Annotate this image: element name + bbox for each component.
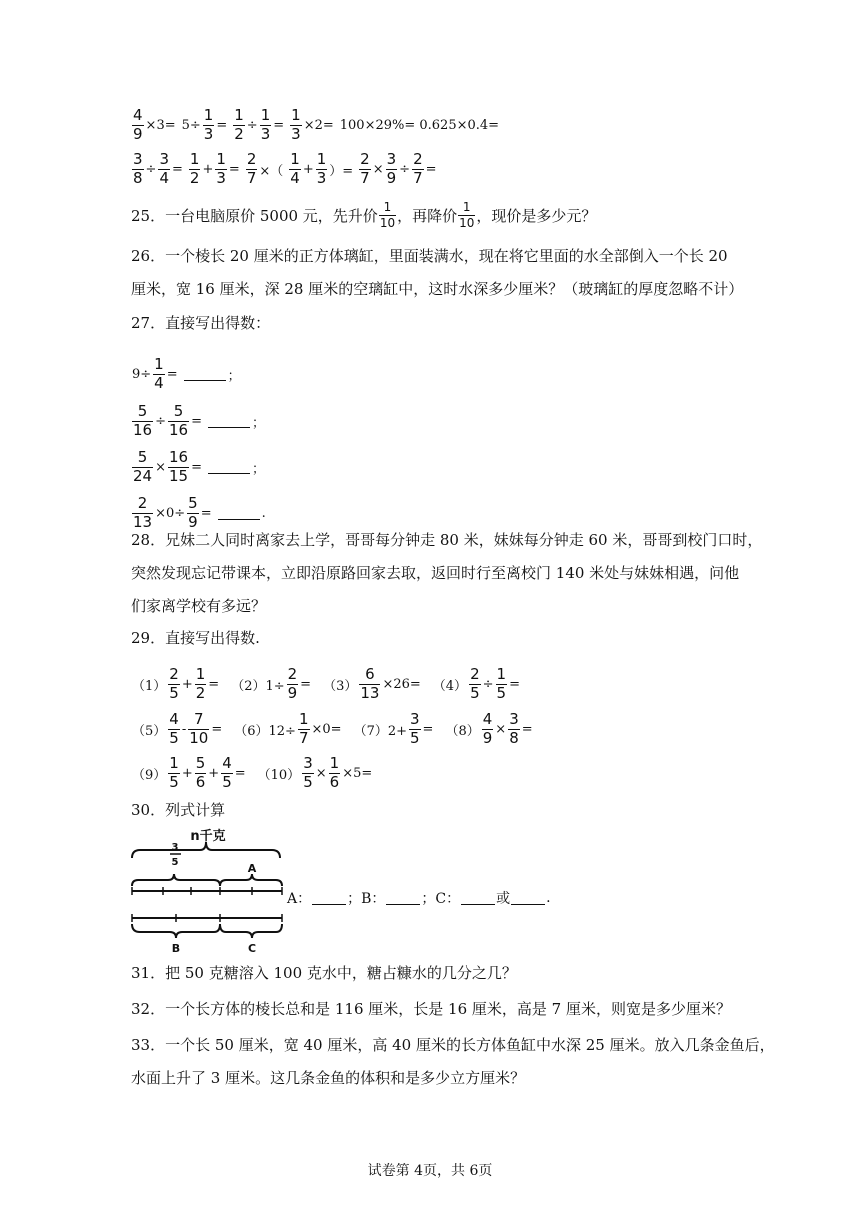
calc-2-item-1-operator-1: ÷ xyxy=(145,161,157,177)
calc-2-item-3 xyxy=(245,152,284,187)
calc-2-item-5-post: = xyxy=(425,161,437,177)
q29-row-3-item-2-fraction-2-den: 6 xyxy=(329,772,340,791)
q25-f2-num: 1 xyxy=(462,200,471,214)
calc-2-item-2 xyxy=(188,152,241,187)
q29-row-3-item-2-post: ×5= xyxy=(342,765,373,781)
calc-2-item-4-post: ）= xyxy=(329,163,354,179)
calc-2-item-5-fraction-2 xyxy=(386,152,398,187)
q29-row-1-item-1-fraction-1-den: 5 xyxy=(169,683,179,702)
q27-item-3 xyxy=(131,450,266,485)
calc-1-item-3-fraction-2 xyxy=(260,108,272,143)
q29-row-1 xyxy=(131,667,531,702)
q29-row-2-item-4-post: = xyxy=(521,721,533,737)
q29-row-1-item-4-fraction-1-den: 5 xyxy=(470,683,480,702)
q27-expr-4 xyxy=(131,496,213,531)
calc-1-item-3-fraction-2-den: 3 xyxy=(260,124,271,143)
q29-row-3-item-1-fraction-1-den: 5 xyxy=(169,772,179,791)
q27-expr-3-fraction-2 xyxy=(168,450,189,485)
brace-frac-den: 5 xyxy=(171,857,179,868)
q29-row-2-item-2-post: ×0= xyxy=(311,721,342,737)
q27-expr-2-fraction-2-den: 16 xyxy=(169,420,189,439)
q27-expr-4-operator-1: ×0÷ xyxy=(155,505,186,521)
question-33-line-2: 水面上升了 3 厘米。这几条金鱼的体积和是多少立方厘米？ xyxy=(131,1069,526,1087)
calc-2-item-5-fraction-1-num: 2 xyxy=(360,150,370,168)
q27-expr-1-fraction-1-num: 1 xyxy=(154,355,164,373)
calc-2-item-5-operator-1: × xyxy=(372,161,384,177)
q29-row-3-item-1-operator-2: + xyxy=(208,765,220,781)
calc-2-item-5-fraction-1 xyxy=(359,152,371,187)
q27-end-3: ； xyxy=(252,461,266,477)
q27-expr-2 xyxy=(131,404,203,439)
calc-1-item-2 xyxy=(181,108,229,143)
answer-a-blank[interactable] xyxy=(312,892,346,905)
q27-expr-3-fraction-1-num: 5 xyxy=(137,448,148,466)
q27-expr-3 xyxy=(131,450,203,485)
q27-expr-4-fraction-1-num: 2 xyxy=(137,494,148,512)
q27-expr-1-pre: 9÷ xyxy=(132,366,152,382)
calc-2-item-5-fraction-3-den: 7 xyxy=(413,168,423,187)
q27-answer-blank-1[interactable] xyxy=(184,368,226,381)
q29-row-3-item-1-fraction-1-num: 1 xyxy=(169,754,179,772)
answer-b-blank[interactable] xyxy=(386,892,420,905)
calc-2-item-4-fraction-2 xyxy=(316,152,328,187)
calc-2-item-5-fraction-3-num: 2 xyxy=(413,150,423,168)
calc-2-item-2-fraction-1 xyxy=(189,152,201,187)
answer-c-blank-2[interactable] xyxy=(511,892,545,905)
q25-f1-den: 10 xyxy=(379,215,396,230)
question-25 xyxy=(131,201,596,229)
q29-row-3-item-2-fraction-2-num: 1 xyxy=(329,754,340,772)
calc-2-item-2-fraction-2-den: 3 xyxy=(216,168,226,187)
calc-2-item-1 xyxy=(131,152,184,187)
question-26-line-1: 26．一个棱长 20 厘米的正方体璃缸，里面装满水，现在将它里面的水全部倒入一个长 20 xyxy=(131,247,728,265)
q29-row-2-item-1-fraction-1 xyxy=(168,712,180,747)
calc-2-item-4 xyxy=(288,152,354,187)
calc-1-item-4-fraction-1-num: 1 xyxy=(291,106,301,124)
q29-row-2-item-1-pre: （5） xyxy=(132,723,167,739)
q29-row-1-item-4-fraction-2 xyxy=(496,667,508,702)
calc-2-item-2-fraction-1-den: 2 xyxy=(189,168,200,187)
q29-row-3-item-1-fraction-3-num: 4 xyxy=(222,754,232,772)
calc-2-item-2-fraction-2-num: 1 xyxy=(216,150,226,168)
small-brace xyxy=(132,874,220,886)
calc-2-item-4-operator-1: + xyxy=(302,161,314,177)
q29-row-1-item-3-fraction-1-den: 13 xyxy=(360,683,380,702)
q27-end-2: ； xyxy=(252,415,266,431)
calc-2-item-5-fraction-2-num: 3 xyxy=(386,150,397,168)
q27-answer-blank-2[interactable] xyxy=(208,415,250,428)
q27-end-4: . xyxy=(261,505,266,521)
q27-item-1 xyxy=(131,357,242,392)
calc-1-item-4-fraction-1-den: 3 xyxy=(291,124,301,143)
q25-text-a: 25．一台电脑原价 5000 元，先升价 xyxy=(131,206,378,225)
q27-item-4 xyxy=(131,496,267,531)
q29-row-3-item-2-fraction-1-den: 5 xyxy=(303,772,313,791)
calc-2-item-2-post: = xyxy=(228,161,240,177)
q27-expr-4-fraction-2-den: 9 xyxy=(188,512,198,531)
calc-row-1 xyxy=(131,108,500,143)
q27-expr-2-operator-1: ÷ xyxy=(155,413,166,429)
calc-2-item-1-fraction-1 xyxy=(132,152,144,187)
label-a: A xyxy=(247,862,257,875)
q29-row-2-item-4 xyxy=(444,712,533,747)
q29-row-1-item-4-operator-1: ÷ xyxy=(482,676,494,692)
label-b: B xyxy=(171,942,181,955)
calc-1-item-2-fraction-1 xyxy=(203,108,215,143)
q27-expr-1-fraction-1-den: 4 xyxy=(154,373,164,392)
a-brace xyxy=(220,874,282,886)
q29-row-2-item-1-post: = xyxy=(211,721,223,737)
q25-f1-num: 1 xyxy=(383,200,392,214)
q29-row-1-item-2 xyxy=(230,667,312,702)
calc-2-item-1-fraction-1-den: 8 xyxy=(133,168,143,187)
answer-b-label: ；B： xyxy=(347,891,386,907)
question-30-title: 30．列式计算 xyxy=(131,801,226,819)
q25-f2-den: 10 xyxy=(459,215,475,230)
calc-1-item-1-fraction-1-den: 9 xyxy=(133,124,143,143)
q29-row-1-item-1-operator-1: + xyxy=(181,676,193,692)
q29-row-2-item-1-fraction-1-den: 5 xyxy=(169,728,179,747)
calc-2-item-3-post: ×（ xyxy=(259,163,284,179)
q29-row-3-item-1-fraction-2-den: 6 xyxy=(195,772,206,791)
q29-row-2-item-4-fraction-2-num: 3 xyxy=(509,710,519,728)
q29-row-2-item-2 xyxy=(233,712,342,747)
question-32: 32．一个长方体的棱长总和是 116 厘米，长是 16 厘米，高是 7 厘米，则宽是多少厘米？ xyxy=(131,1000,731,1018)
q27-expr-3-fraction-1 xyxy=(132,450,153,485)
q29-row-3-item-1-fraction-2 xyxy=(195,756,207,791)
q27-expr-2-fraction-1 xyxy=(132,404,153,439)
q27-expr-2-fraction-1-num: 5 xyxy=(137,402,148,420)
q27-expr-3-fraction-1-den: 24 xyxy=(133,466,153,485)
calc-2-item-2-fraction-2 xyxy=(215,152,227,187)
q29-row-3-item-2 xyxy=(257,756,374,791)
q29-row-3-item-2-fraction-2 xyxy=(329,756,341,791)
q29-row-1-item-4-pre: （4） xyxy=(432,678,468,694)
q29-row-3-item-2-pre: （10） xyxy=(257,767,301,783)
q29-row-3-item-1-fraction-2-num: 5 xyxy=(195,754,206,772)
calc-2-item-4-fraction-2-num: 1 xyxy=(316,150,327,168)
q29-row-3-item-1-fraction-3-den: 5 xyxy=(222,772,232,791)
q29-row-2-item-2-fraction-1 xyxy=(298,712,310,747)
q27-expr-1-fraction-1 xyxy=(153,357,165,392)
q29-row-3-item-1-post: = xyxy=(234,765,246,781)
brace-frac-num: 3 xyxy=(171,842,179,853)
calc-2-item-1-fraction-2-den: 4 xyxy=(159,168,169,187)
q27-expr-3-fraction-2-den: 15 xyxy=(169,466,189,485)
q29-row-2-item-4-fraction-1-den: 9 xyxy=(482,728,493,747)
q29-row-2-item-3-fraction-1 xyxy=(409,712,421,747)
q25-text-c: ，现价是多少元？ xyxy=(476,206,597,225)
calc-2-item-4-fraction-1-num: 1 xyxy=(290,150,300,168)
calc-1-item-3-operator-1: ÷ xyxy=(246,117,258,133)
question-29-title: 29．直接写出得数. xyxy=(131,629,260,647)
page-footer: 试卷第 4页，共 6页 xyxy=(367,1163,493,1179)
top-brace-label: n千克 xyxy=(190,829,226,844)
q29-row-2-item-1-operator-1: - xyxy=(181,721,187,737)
q29-row-3-item-1-pre: （9） xyxy=(132,767,167,783)
q29-row-1-item-2-post: = xyxy=(300,676,312,692)
calc-1-item-1-fraction-1 xyxy=(132,108,144,143)
q27-expr-1 xyxy=(131,357,179,392)
q29-row-1-item-3-post: ×26= xyxy=(382,676,421,692)
q29-row-3-item-2-fraction-1-num: 3 xyxy=(303,754,313,772)
q29-row-1-item-3-pre: （3） xyxy=(323,678,358,694)
q29-row-1-item-4-post: = xyxy=(509,676,520,692)
question-27-title: 27．直接写出得数： xyxy=(131,314,271,332)
q29-row-2-item-3-pre: （7）2+ xyxy=(353,723,407,739)
q29-row-2-item-3-fraction-1-num: 3 xyxy=(410,710,420,728)
answer-end: . xyxy=(546,890,551,906)
q29-row-3 xyxy=(131,756,383,791)
q29-row-1-item-3-fraction-1 xyxy=(359,667,380,702)
q27-expr-3-fraction-2-num: 16 xyxy=(169,448,189,466)
calc-2-item-1-fraction-1-num: 3 xyxy=(133,150,143,168)
calc-2-item-4-fraction-1 xyxy=(289,152,301,187)
q29-row-1-item-1 xyxy=(131,667,220,702)
q27-expr-2-fraction-1-den: 16 xyxy=(133,420,153,439)
q27-expr-3-post: = xyxy=(191,459,202,475)
question-28-line-1: 28．兄妹二人同时离家去上学，哥哥每分钟走 80 米，妹妹每分钟走 60 米，哥哥到校门口时， xyxy=(131,531,763,549)
calc-2-item-3-fraction-1 xyxy=(246,152,258,187)
q29-row-1-item-1-fraction-2-den: 2 xyxy=(195,683,206,702)
q25-text-b: ，再降价 xyxy=(397,206,458,225)
calc-2-item-4-fraction-1-den: 4 xyxy=(290,168,300,187)
q29-row-2-item-1 xyxy=(131,712,223,747)
q29-row-3-item-1-fraction-1 xyxy=(168,756,180,791)
calc-1-tail: 100×29%= 0.625×0.4= xyxy=(339,117,500,133)
q29-row-1-item-4-fraction-1 xyxy=(469,667,481,702)
q27-item-2 xyxy=(131,404,266,439)
calc-2-item-5-operator-2: ÷ xyxy=(399,161,411,177)
calc-2-item-5 xyxy=(358,152,437,187)
q29-row-1-item-1-fraction-2-num: 1 xyxy=(195,665,206,683)
calc-2-item-2-operator-1: + xyxy=(202,161,214,177)
q29-row-3-item-1 xyxy=(131,756,247,791)
q29-row-3-item-2-operator-1: × xyxy=(315,765,327,781)
calc-2-item-1-fraction-2-num: 3 xyxy=(159,150,169,168)
q25-fraction-1 xyxy=(379,201,396,229)
q27-expr-4-post: = xyxy=(200,505,212,521)
q27-answer-blank-3[interactable] xyxy=(208,461,250,474)
q29-row-1-item-2-fraction-1-num: 2 xyxy=(287,665,298,683)
q29-row-2-item-2-fraction-1-den: 7 xyxy=(298,728,309,747)
q27-expr-4-fraction-2 xyxy=(187,496,199,531)
q29-row-2-item-4-fraction-2-den: 8 xyxy=(509,728,519,747)
question-28-line-3: 们家离学校有多远？ xyxy=(131,597,267,615)
q29-row-2-item-4-fraction-1-num: 4 xyxy=(482,710,493,728)
q29-row-3-item-1-fraction-3 xyxy=(221,756,233,791)
q29-row-2-item-1-fraction-1-num: 4 xyxy=(169,710,179,728)
q29-row-2 xyxy=(131,712,544,747)
q27-end-1: ； xyxy=(227,368,241,384)
calc-1-item-1-fraction-1-num: 4 xyxy=(133,106,143,124)
q29-row-2-item-1-fraction-2-den: 10 xyxy=(189,728,209,747)
q29-row-1-item-4-fraction-2-den: 5 xyxy=(496,683,507,702)
c-brace xyxy=(220,924,282,938)
q29-row-1-item-1-post: = xyxy=(208,676,220,692)
calc-1-item-3-fraction-1-num: 1 xyxy=(234,106,244,124)
q25-fraction-2 xyxy=(458,201,475,229)
q29-row-1-item-4-fraction-1-num: 2 xyxy=(470,665,480,683)
q27-expr-2-post: = xyxy=(191,413,202,429)
q29-row-2-item-1-fraction-2-num: 7 xyxy=(194,710,204,728)
calc-1-item-2-fraction-1-den: 3 xyxy=(203,124,214,143)
calc-2-item-3-fraction-1-num: 2 xyxy=(246,150,257,168)
q29-row-1-item-1-fraction-1 xyxy=(168,667,180,702)
calc-1-item-4 xyxy=(289,108,335,143)
q29-row-1-item-1-fraction-1-num: 2 xyxy=(169,665,179,683)
calc-2-item-2-fraction-1-num: 1 xyxy=(189,150,200,168)
calc-2-item-1-post: = xyxy=(172,161,183,177)
q27-expr-2-fraction-2-num: 5 xyxy=(173,402,184,420)
q29-row-2-item-3-fraction-1-den: 5 xyxy=(410,728,420,747)
q29-row-1-item-1-pre: （1） xyxy=(132,678,167,694)
q29-row-1-item-2-pre: （2）1÷ xyxy=(231,678,285,694)
q29-row-3-item-1-operator-1: + xyxy=(181,765,193,781)
q29-row-2-item-1-fraction-2 xyxy=(188,712,209,747)
question-26-line-2: 厘米，宽 16 厘米，深 28 厘米的空璃缸中，这时水深多少厘米？（玻璃缸的厚度忽略不计） xyxy=(131,280,744,298)
q29-row-2-item-4-fraction-2 xyxy=(508,712,520,747)
q29-row-2-item-3 xyxy=(353,712,435,747)
q29-row-2-item-2-fraction-1-num: 1 xyxy=(298,710,309,728)
answer-c-blank-1[interactable] xyxy=(461,892,495,905)
calc-2-item-4-fraction-2-den: 3 xyxy=(316,168,327,187)
b-brace xyxy=(132,924,220,938)
answer-a-label: A： xyxy=(287,891,312,907)
question-28-line-2: 突然发现忘记带课本，立即沿原路回家去取，返回时行至离校门 140 米处与妹妹相遇，问他 xyxy=(131,564,740,582)
q27-expr-2-fraction-2 xyxy=(168,404,189,439)
calc-1-item-3-fraction-2-num: 1 xyxy=(260,106,271,124)
q27-answer-blank-4[interactable] xyxy=(218,507,260,520)
calc-2-item-3-fraction-1-den: 7 xyxy=(246,168,257,187)
q29-row-3-item-2-fraction-1 xyxy=(302,756,314,791)
question-31: 31．把 50 克糖溶入 100 克水中，糖占糠水的几分之几？ xyxy=(131,964,517,982)
calc-1-item-4-fraction-1 xyxy=(290,108,302,143)
q29-row-1-item-3 xyxy=(322,667,422,702)
q29-row-1-item-2-fraction-1-den: 9 xyxy=(287,683,298,702)
calc-2-item-5-fraction-2-den: 9 xyxy=(386,168,397,187)
answer-c-label: ；C： xyxy=(421,891,461,907)
q27-expr-3-operator-1: × xyxy=(155,459,166,475)
segment-diagram xyxy=(128,828,288,956)
calc-1-item-3-fraction-1-den: 2 xyxy=(234,124,244,143)
q29-row-1-item-3-fraction-1-num: 6 xyxy=(365,665,375,683)
calc-1-item-1 xyxy=(131,108,177,143)
calc-1-item-2-pre: 5÷ xyxy=(181,117,201,133)
q29-row-1-item-4-fraction-2-num: 1 xyxy=(496,665,507,683)
question-30-answers xyxy=(287,888,551,908)
calc-1-item-3-fraction-1 xyxy=(233,108,245,143)
calc-2-item-1-fraction-2 xyxy=(158,152,170,187)
q27-expr-1-post: = xyxy=(166,366,178,382)
calc-2-item-5-fraction-3 xyxy=(412,152,424,187)
calc-row-2 xyxy=(131,152,442,187)
label-c: C xyxy=(247,942,257,955)
q29-row-2-item-4-pre: （8） xyxy=(445,723,480,739)
q27-expr-4-fraction-2-num: 5 xyxy=(188,494,198,512)
q29-row-2-item-4-fraction-1 xyxy=(482,712,494,747)
calc-1-item-3-post: = xyxy=(273,117,285,133)
calc-1-item-2-post: = xyxy=(216,117,228,133)
q27-expr-4-fraction-1-den: 13 xyxy=(133,512,153,531)
calc-1-item-4-post: ×2= xyxy=(303,117,334,133)
calc-2-item-5-fraction-1-den: 7 xyxy=(360,168,370,187)
q29-row-1-item-1-fraction-2 xyxy=(195,667,207,702)
question-33-line-1: 33．一个长 50 厘米，宽 40 厘米，高 40 厘米的长方体鱼缸中水深 25 厘米。放入几条金鱼后， xyxy=(131,1036,775,1054)
calc-1-item-1-post: ×3= xyxy=(145,117,176,133)
calc-1-item-3 xyxy=(232,108,285,143)
answer-or: 或 xyxy=(496,891,511,907)
q29-row-2-item-2-pre: （6）12÷ xyxy=(234,723,296,739)
q27-expr-4-fraction-1 xyxy=(132,496,153,531)
q29-row-2-item-3-post: = xyxy=(422,721,434,737)
q29-row-1-item-2-fraction-1 xyxy=(287,667,299,702)
calc-1-item-2-fraction-1-num: 1 xyxy=(203,106,214,124)
q29-row-1-item-4 xyxy=(432,667,521,702)
q29-row-2-item-4-operator-1: × xyxy=(495,721,507,737)
top-brace xyxy=(132,842,280,858)
